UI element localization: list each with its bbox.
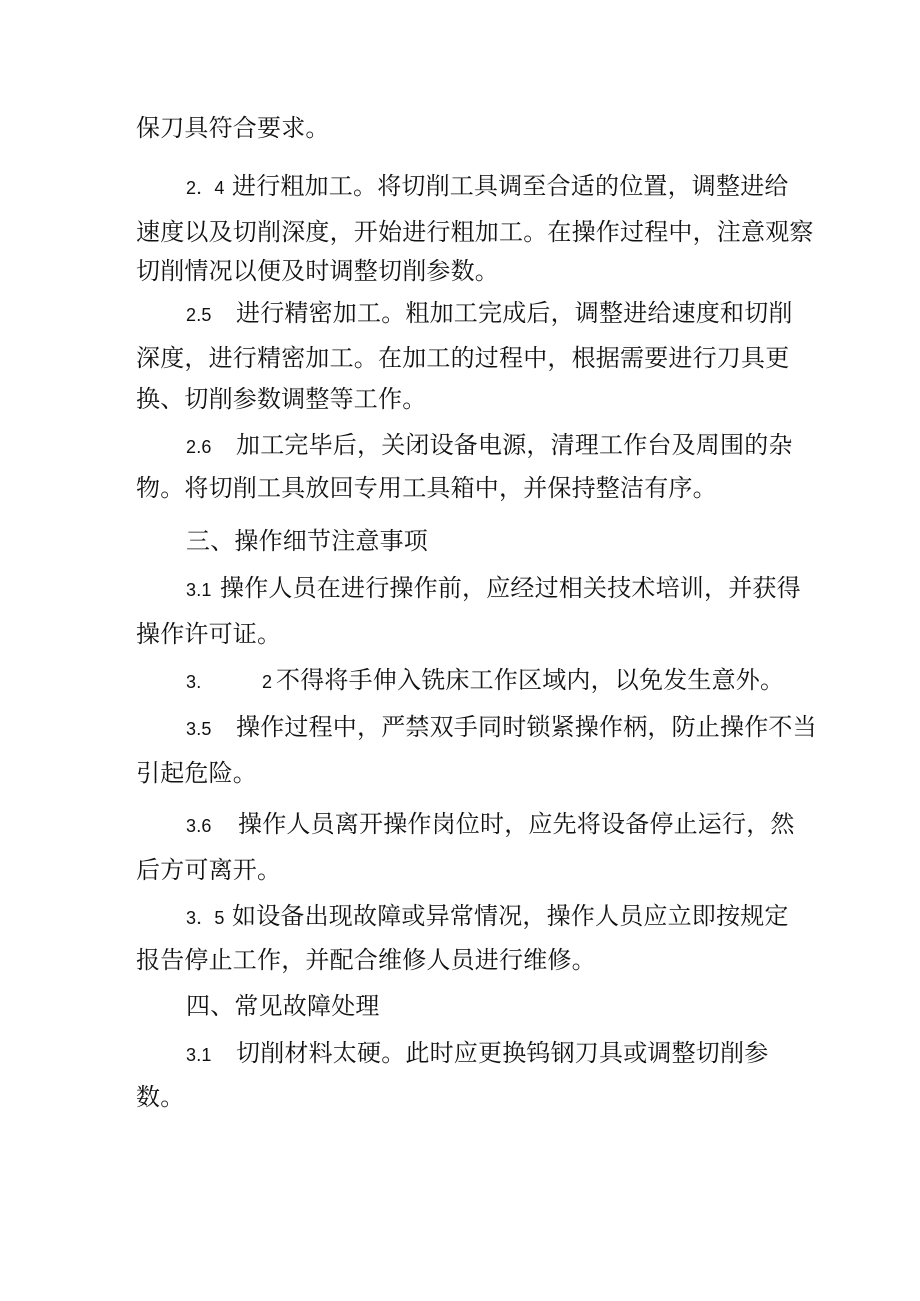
text: 数。 [136, 1083, 185, 1111]
section-number: 3.1 [186, 580, 212, 600]
section-number-part: 3. [186, 672, 202, 692]
section-number: 2．4 [186, 178, 225, 198]
section-number: 3.1 [186, 1045, 212, 1065]
text: 加工完毕后，关闭设备电源，清理工作台及周围的杂 [236, 431, 793, 459]
text: 切削材料太硬。此时应更换钨钢刀具或调整切削参 [236, 1039, 769, 1067]
paragraph-line [136, 217, 814, 247]
text: 引起危险。 [136, 759, 257, 787]
heading-text: 四、常见故障处理 [186, 992, 380, 1020]
paragraph-line [136, 384, 426, 414]
paragraph-3-1 [186, 573, 801, 605]
section-heading-4 [186, 991, 380, 1021]
text: 保刀具符合要求。 [136, 114, 330, 142]
text: 深度，进行精密加工。在加工的过程中，根据需要进行刀具更 [136, 344, 790, 372]
section-number: 3．5 [186, 908, 225, 928]
section-heading-3 [186, 526, 428, 556]
text: 后方可离开。 [136, 856, 282, 884]
text: 进行精密加工。粗加工完成后，调整进给速度和切削 [236, 299, 793, 327]
text: 换、切削参数调整等工作。 [136, 385, 427, 413]
section-number: 2.6 [186, 437, 212, 457]
text: 操作过程中，严禁双手同时锁紧操作柄，防止操作不当 [236, 713, 817, 741]
paragraph-line [136, 473, 717, 503]
text: 速度以及切削深度，开始进行粗加工。在操作过程中，注意观察 [136, 218, 814, 246]
paragraph-line [136, 256, 499, 286]
section-number: 3.5 [186, 719, 212, 739]
paragraph-3-2 [186, 665, 784, 697]
paragraph-2-5 [186, 298, 793, 330]
text: 操作人员离开操作岗位时，应先将设备停止运行，然 [238, 810, 795, 838]
paragraph-3-1b [186, 1038, 768, 1070]
paragraph-line [136, 113, 330, 143]
text: 物。将切削工具放回专用工具箱中，并保持整洁有序。 [136, 474, 717, 502]
heading-text: 三、操作细节注意事项 [186, 527, 428, 555]
paragraph-3-5 [186, 712, 817, 744]
text: 不得将手伸入铣床工作区域内，以免发生意外。 [276, 666, 785, 694]
paragraph-3-5b [186, 901, 789, 933]
section-number-part: 2 [262, 672, 273, 692]
text: 操作人员在进行操作前，应经过相关技术培训，并获得 [220, 574, 801, 602]
paragraph-line [136, 758, 257, 788]
text: 报告停止工作，并配合维修人员进行维修。 [136, 946, 596, 974]
text: 进行粗加工。将切削工具调至合适的位置，调整进给 [232, 172, 789, 200]
paragraph-line [136, 855, 281, 885]
paragraph-3-6 [186, 809, 795, 841]
section-number: 2.5 [186, 305, 212, 325]
section-number: 3.6 [186, 816, 212, 836]
paragraph-2-4 [186, 171, 789, 203]
text: 操作许可证。 [136, 620, 282, 648]
paragraph-2-6 [186, 430, 793, 462]
text: 如设备出现故障或异常情况，操作人员应立即按规定 [232, 902, 789, 930]
paragraph-line [136, 1082, 184, 1112]
text: 切削情况以便及时调整切削参数。 [136, 257, 499, 285]
paragraph-line [136, 619, 281, 649]
paragraph-line [136, 945, 596, 975]
paragraph-line [136, 343, 789, 373]
